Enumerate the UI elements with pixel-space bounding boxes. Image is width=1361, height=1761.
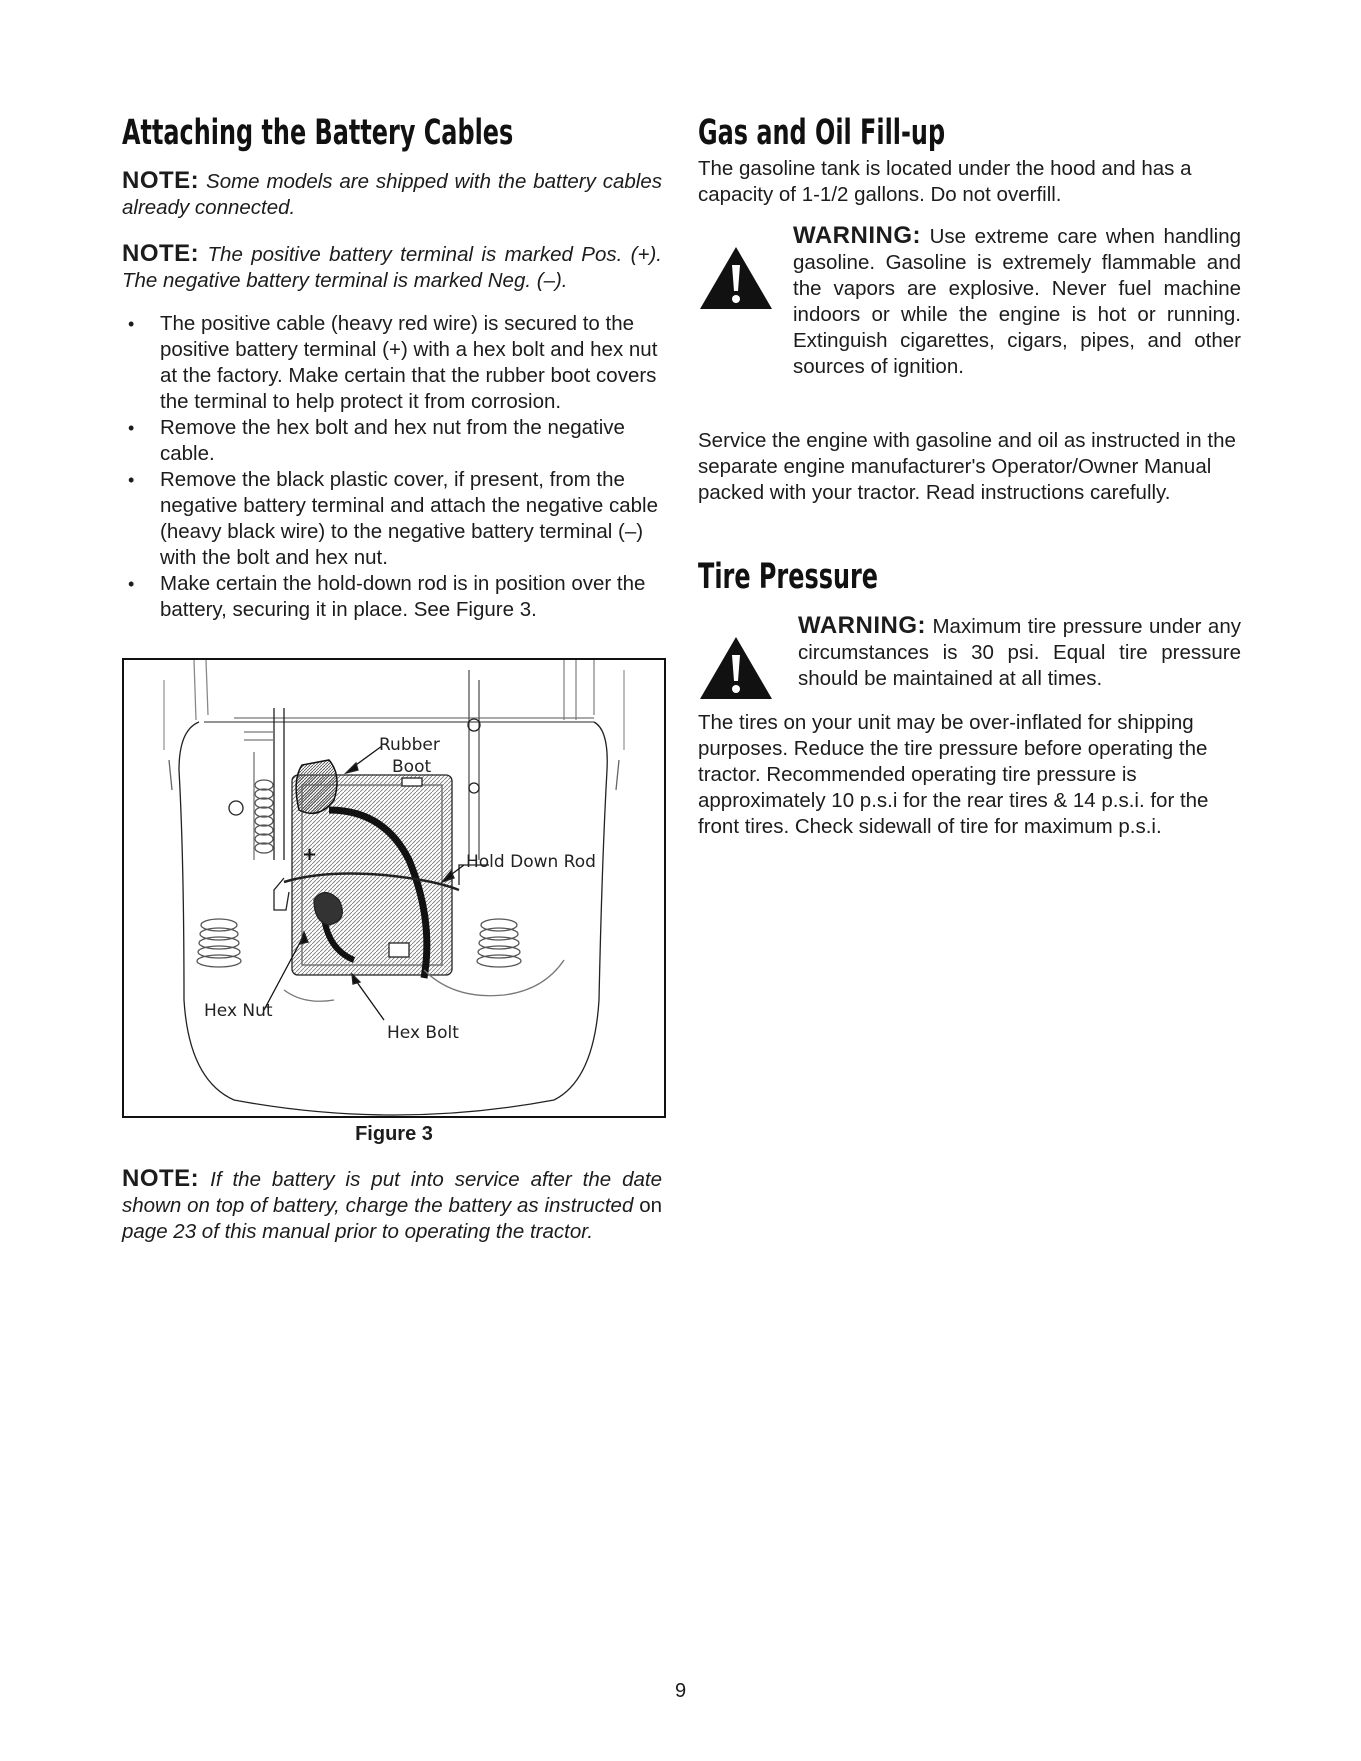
list-item: • Make certain the hold-down rod is in position over the battery, securing it in place. See Figure 3. (122, 571, 670, 623)
warning-body: Use extreme care when handling gasoline. Gasoline is extremely flammable and the vapors are explosive. Never fuel machine indoors or while the engine is hot or running. Extinguish cigarettes, cigars, pipes, and other sources of ignition. (793, 225, 1241, 378)
warning-triangle-icon (698, 245, 774, 311)
tire-pressure-warning (698, 609, 1243, 699)
battery-diagram (124, 660, 664, 1116)
warning-triangle-icon (698, 635, 774, 701)
warning-body: Maximum tire pressure under any circumstances is 30 psi. Equal tire pressure should be maintained at all times. (798, 615, 1241, 690)
rubber-label: Rubber (379, 735, 440, 755)
list-item: • Remove the hex bolt and hex nut from the negative cable. (122, 415, 670, 467)
hex-bolt-label: Hex Bolt (387, 1023, 459, 1043)
warning-text (793, 223, 1241, 380)
note-label: NOTE: (122, 1165, 200, 1192)
list-item: • The positive cable (heavy red wire) is secured to the positive battery terminal (+) with a hex bolt and hex nut at the factory. Make certain that the rubber boot covers the terminal to help protect it from corrosion. (122, 311, 670, 415)
section-heading-tire-pressure: Tire Pressure (698, 557, 879, 597)
note-text: Some models are shipped with the battery cables already connected. (122, 170, 662, 219)
gas-tank-info: The gasoline tank is located under the hood and has a capacity of 1-1/2 gallons. Do not overfill. (698, 157, 1192, 206)
section-heading-gas-oil: Gas and Oil Fill-up (698, 113, 946, 153)
figure-caption: Figure 3 (355, 1123, 433, 1145)
note-label: NOTE: (122, 240, 200, 267)
figure-3-illustration (122, 658, 666, 1118)
note-text: The positive battery terminal is marked Pos. (+). The negative battery terminal is marked Neg. (–). (122, 243, 662, 292)
note-label: NOTE: (122, 167, 200, 194)
warning-label: WARNING: (798, 612, 926, 639)
note-text-regular: on (633, 1194, 663, 1217)
note-text: page 23 of this manual prior to operating the tractor. (122, 1220, 594, 1243)
positive-terminal-symbol: + (302, 844, 318, 865)
page-number: 9 (674, 1680, 687, 1702)
hold-down-rod-label: Hold Down Rod (466, 852, 596, 872)
hex-nut-label: Hex Nut (204, 1001, 273, 1021)
note-shipped-connected (122, 168, 662, 221)
note-terminal-markings (122, 241, 662, 294)
list-item: • Remove the black plastic cover, if present, from the negative battery terminal and attach the negative cable (heavy black wire) to the negative battery terminal (–) with the bolt and hex nut. (122, 467, 670, 571)
warning-label: WARNING: (793, 222, 921, 249)
engine-service-info: Service the engine with gasoline and oil as instructed in the separate engine manufacturer's Operator/Owner Manual packed with your tractor. Read instructions carefully. (698, 429, 1236, 504)
note-text: If the battery is put into service after the date shown on top of battery, charge the battery as instructed (122, 1168, 662, 1217)
boot-label: Boot (392, 757, 432, 777)
tire-pressure-info: The tires on your unit may be over-inflated for shipping purposes. Reduce the tire pressure before operating the tractor. Recommended operating tire pressure is approximately 10 p.s.i for the rear tires & 14 p.s.i. for the front tires. Check sidewall of tire for maximum p.s.i. (698, 711, 1209, 838)
note-battery-service-date (122, 1166, 662, 1245)
battery-steps-list (122, 311, 670, 623)
warning-text (798, 613, 1241, 692)
section-heading-battery-cables: Attaching the Battery Cables (122, 113, 514, 153)
gasoline-warning (698, 219, 1243, 419)
